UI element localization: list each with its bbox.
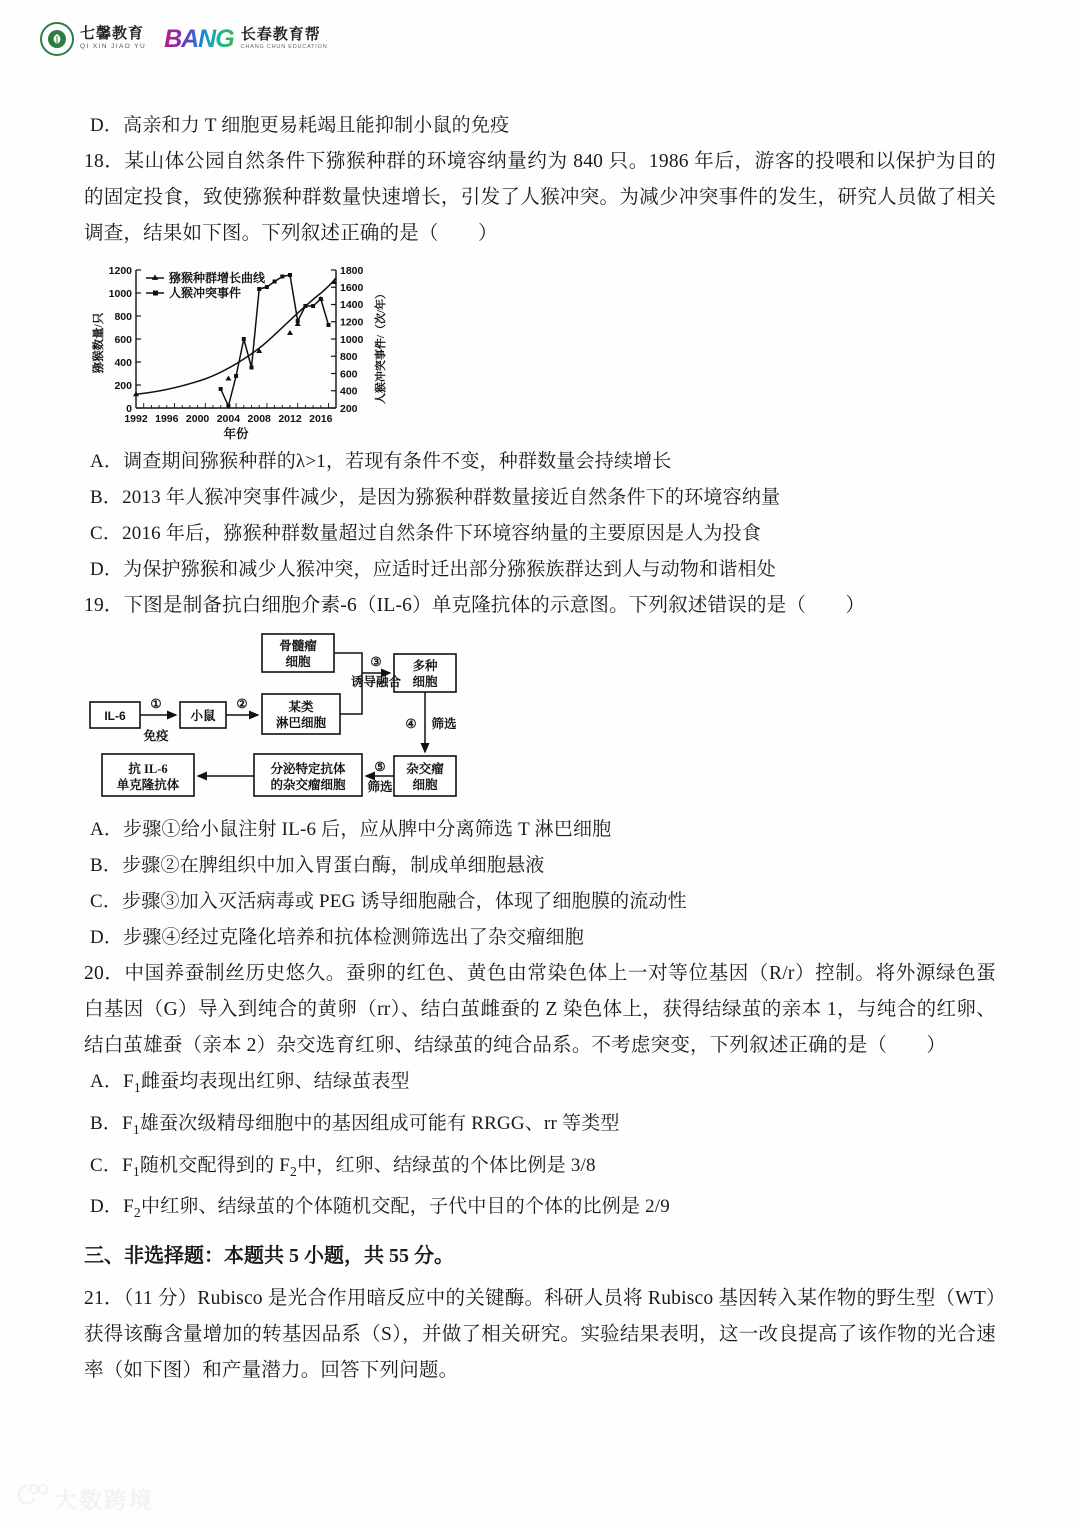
q18-option-d: D．为保护猕猴和减少人猴冲突，应适时迁出部分猕猴族群达到人与动物和谐相处 (90, 559, 776, 580)
step-2-marker: ② (236, 697, 248, 711)
chart-xtick-1992: 1992 (124, 413, 148, 425)
q20-option-d-prefix: D．F (90, 1196, 134, 1218)
q20-option-a-prefix: A．F (90, 1071, 134, 1092)
q20-option-d (84, 1189, 996, 1231)
logo-changchun-text (241, 28, 328, 51)
chart-legend-label-population: 猕猴种群增长曲线 (169, 271, 266, 285)
node-multicell-label-2: 细胞 (412, 675, 438, 689)
step-5-marker: ⑤ (374, 760, 386, 774)
q18-option-b: B．2013 年人猴冲突事件减少，是因为猕猴种群数量接近自然条件下的环境容纳量 (90, 487, 781, 508)
chart-y2tick-1600: 1600 (340, 281, 364, 294)
node-antibody-label-2: 单克隆抗体 (116, 778, 180, 792)
q20-option-b-prefix: B．F (90, 1112, 133, 1134)
q19-figure (84, 628, 996, 808)
chart-y2tick-200: 200 (340, 403, 358, 415)
q20-option-c-rest: 随机交配得到的 F (139, 1154, 291, 1176)
q20-option-d-sub: 2 (133, 1205, 141, 1221)
node-multicell-label-1: 多种 (412, 659, 438, 673)
q18-figure (84, 258, 996, 440)
chart-ytick-800: 800 (114, 311, 132, 323)
chart-svg (84, 258, 424, 440)
bang-wordmark: BANG (164, 24, 234, 53)
chart-legend (146, 270, 266, 300)
q20-option-b-sub: 1 (132, 1121, 140, 1137)
chart-xtick-1996: 1996 (155, 413, 179, 425)
chart-ytick-1000: 1000 (108, 288, 132, 300)
node-secreting-label-2: 的杂交瘤细胞 (270, 778, 346, 792)
step-1-label: 免疫 (143, 729, 169, 743)
node-mouse-label: 小鼠 (190, 709, 216, 723)
monkey-population-chart (84, 258, 424, 440)
step-3-marker: ③ (370, 655, 382, 669)
node-antibody-label-1: 抗 IL-6 (128, 762, 168, 776)
node-lymphocyte-label-1: 某类 (288, 700, 314, 714)
page-header (40, 22, 327, 56)
chart-y2tick-600: 600 (340, 368, 358, 381)
q19-stem: 19．下图是制备抗白细胞介素-6（IL-6）单克隆抗体的示意图。下列叙述错误的是（ ） (84, 595, 866, 616)
chart-ytick-200: 200 (114, 380, 132, 392)
q20-option-c-prefix: C．F (90, 1154, 133, 1176)
q17-option-d: D．高亲和力 T 细胞更易耗竭且能抑制小鼠的免疫 (90, 115, 510, 136)
footer-watermark (14, 1482, 154, 1515)
q20-option-c-sub: 1 (132, 1163, 140, 1179)
q20-option-c-sub2: 2 (290, 1163, 298, 1179)
q20-option-b (84, 1106, 996, 1148)
chart-ytick-600: 600 (114, 334, 132, 346)
node-secreting-label-1: 分泌特定抗体 (270, 762, 346, 776)
node-hybridoma-label-1: 杂交瘤 (406, 762, 444, 776)
chart-y2tick-400: 400 (340, 385, 358, 398)
step-4-marker: ④ (405, 717, 417, 731)
q20-stem: 20．中国养蚕制丝历史悠久。蚕卵的红色、黄色由常染色体上一对等位基因（R/r）控制。将外源绿色蛋白基因（G）导入到纯合的黄卵（rr）、结白茧雌蚕的 Z 染色体上，获得结绿茧的亲本 1，与纯合的红卵、结白茧雄蚕（亲本 2）杂交选育红卵、结绿茧的纯合品系。不考虑突变，下列叙述正确的是（ ） (84, 963, 996, 1056)
chart-legend-label-conflict: 人猴冲突事件 (169, 286, 242, 300)
step-5-label: 筛选 (367, 780, 393, 794)
chart-y2tick-1000: 1000 (340, 333, 364, 346)
q18-option-c: C．2016 年后，猕猴种群数量超过自然条件下环境容纳量的主要原因是人为投食 (90, 523, 762, 544)
monoclonal-antibody-flow-diagram (84, 628, 504, 806)
q19-option-c: C．步骤③加入灭活病毒或 PEG 诱导细胞融合，体现了细胞膜的流动性 (90, 891, 687, 912)
chart-xtick-2012: 2012 (278, 413, 302, 425)
chart-xtick-2000: 2000 (185, 413, 210, 425)
chart-yaxis-title: 猕猴数量/只 (93, 312, 105, 374)
chart-ytick-1200: 1200 (108, 265, 132, 277)
section-3-heading: 三、非选择题：本题共 5 小题，共 55 分。 (84, 1245, 454, 1268)
chart-y2tick-1400: 1400 (340, 299, 364, 312)
chart-y2tick-1800: 1800 (340, 265, 364, 277)
step-1-marker: ① (150, 697, 162, 711)
q19-option-b: B．步骤②在脾组织中加入胃蛋白酶，制成单细胞悬液 (90, 855, 545, 876)
logo-changchun-en: CHANG CHUN EDUCATION (240, 43, 328, 50)
node-lymphocyte-label-2: 淋巴细胞 (275, 716, 327, 730)
q20-option-c (84, 1148, 996, 1190)
chart-ytick-0: 0 (126, 403, 132, 415)
chart-y2axis-title: 人猴冲突事件/（次/年） (375, 287, 387, 405)
chart-xtick-2016: 2016 (309, 413, 333, 425)
q21-stem: 21．（11 分）Rubisco 是光合作用暗反应中的关键酶。科研人员将 Rubisco 基因转入某作物的野生型（WT）获得该酶含量增加的转基因品系（S），并做了相关研究。实验结果表明，这一改良提高了该作物的光合速率（如下图）和产量潜力。回答下列问题。 (84, 1288, 996, 1382)
chart-xtick-2008: 2008 (247, 413, 271, 425)
q18-stem: 18．某山体公园自然条件下猕猴种群的环境容纳量约为 840 只。1986 年后，游客的投喂和以保护为目的的固定投食，致使猕猴种群数量快速增长，引发了人猴冲突。为减少冲突事件的发生，研究人员做了相关调查，结果如下图。下列叙述正确的是（ ） (84, 151, 996, 244)
leaf-circle-icon (40, 22, 74, 56)
q18-option-a: A．调查期间猕猴种群的λ>1，若现有条件不变，种群数量会持续增长 (90, 451, 672, 472)
q20-option-d-rest: 中红卵、结绿茧的个体随机交配，子代中目的个体的比例是 2/9 (140, 1196, 670, 1218)
q20-option-a-rest: 雌蚕均表现出红卵、结绿茧表型 (140, 1071, 410, 1092)
q19-option-a: A．步骤①给小鼠注射 IL-6 后，应从脾中分离筛选 T 淋巴细胞 (90, 819, 612, 840)
chart-y2tick-1200: 1200 (340, 316, 364, 329)
q20-option-c-tail: 中，红卵、结绿茧的个体比例是 3/8 (297, 1154, 596, 1176)
logo-changchun-bang (164, 25, 327, 54)
paw-mark-icon (14, 1482, 48, 1515)
logo-qixin-cn: 七馨教育 (80, 26, 145, 43)
q20-option-a (84, 1064, 996, 1106)
chart-y2tick-800: 800 (340, 351, 358, 364)
node-myeloma-label-1: 骨髓瘤 (279, 639, 317, 653)
q19-option-d: D．步骤④经过克隆化培养和抗体检测筛选出了杂交瘤细胞 (90, 927, 584, 948)
chart-xtick-2004: 2004 (216, 413, 241, 425)
chart-ytick-400: 400 (114, 357, 132, 369)
step-4-label: 筛选 (431, 717, 457, 731)
logo-changchun-cn: 长春教育帮 (240, 26, 321, 43)
logo-qixin-jiaoyu (40, 22, 146, 56)
logo-qixin-text (80, 27, 146, 51)
q20-option-a-sub: 1 (133, 1079, 141, 1095)
node-hybridoma-label-2: 细胞 (412, 778, 438, 792)
exam-content (84, 108, 996, 1389)
chart-xaxis-title: 年份 (223, 427, 249, 440)
step-3-label: 诱导融合 (350, 675, 402, 689)
node-myeloma-label-2: 细胞 (285, 655, 311, 669)
node-il6-label: IL-6 (104, 709, 126, 723)
logo-qixin-pinyin: QI XIN JIAO YU (80, 43, 147, 51)
q20-option-b-rest: 雄蚕次级精母细胞中的基因组成可能有 RRGG、rr 等类型 (139, 1112, 620, 1134)
footer-watermark-text: 大数跨境 (54, 1488, 154, 1513)
